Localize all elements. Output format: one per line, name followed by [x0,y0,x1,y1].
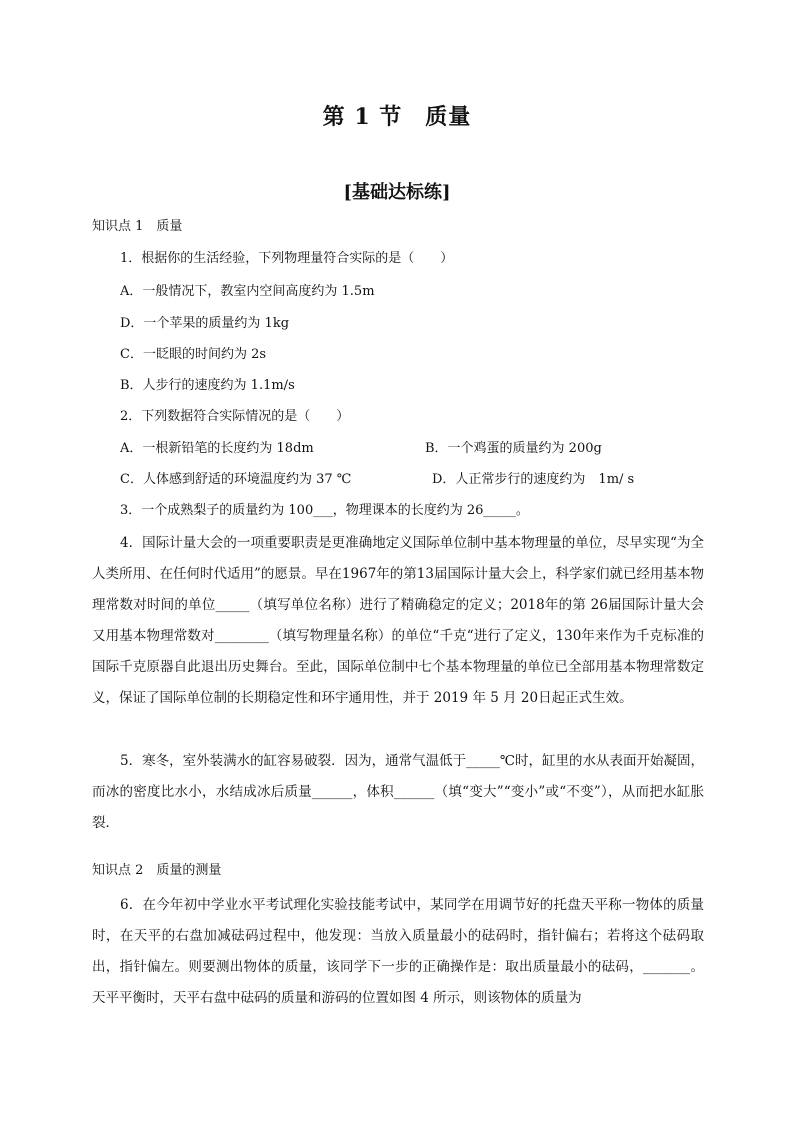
question-4: 4．国际计量大会的一项重要职责是更准确地定义国际单位制中基本物理量的单位，尽早实现“为全人类所用、在任何时代适用”的愿景。早在1967年的第13届国际计量大会上，科学家们就已经用基本物理常数对时间的单位_____（填写单位名称）进行了精确稳定的定义；2018年的第 26届国际计量大会又用基本物理常数对________（填写物理量名称）的单位“千克“进行了定义，130年来作为千克标准的国际千克原器自此退出历史舞台。至此，国际单位制中七个基本物理量的单位已全部用基本物理常数定义，保证了国际单位制的长期稳定性和环宇通用性，并于 2019 年 5 月 20日起正式生效。 [92,535,704,706]
section-heading: [基础达标练] [343,182,451,203]
question-2-option-c: C．人体感到舒适的环境温度约为 37 ℃ [120,472,352,487]
question-5: 5．寒冬，室外装满水的缸容易破裂．因为，通常气温低于_____℃时，缸里的水从表面开始凝固，而冰的密度比水小，水结成冰后质量______，体积______（填“变大”“变小”或“不变”），从而把水缸胀裂． [92,753,704,831]
knowledge-point-1-label: 知识点 1 质量 [92,219,183,234]
question-1-option: D．一个苹果的质量约为 1kg [120,316,290,331]
knowledge-point-2-label: 知识点 2 质量的测量 [92,863,222,878]
question-2-option-d: D．人正常步行的速度约为 1m/ s [432,472,635,487]
question-6: 6．在今年初中学业水平考试理化实验技能考试中，某同学在用调节好的托盘天平称一物体的质量时，在天平的右盘加减砝码过程中，他发现：当放入质量最小的砝码时，指针偏右；若将这个砝码取出，指针偏左。则要测出物体的质量，该同学下一步的正确操作是：取出质量最小的砝码，_______。天平平衡时，天平右盘中砝码的质量和游码的位置如图 4 所示，则该物体的质量为 [92,897,704,1006]
question-1-option: C．一眨眼的时间约为 2s [120,347,267,362]
question-1-stem: 1．根据你的生活经验，下列物理量符合实际的是（ ） [120,251,454,266]
question-3: 3．一个成熟梨子的质量约为 100___，物理课本的长度约为 26_____。 [120,503,529,518]
question-2-option-a: A．一根新铅笔的长度约为 18dm [120,441,314,456]
question-1-option: A．一般情况下，教室内空间高度约为 1.5m [120,284,375,299]
page-title: 第 1 节 质量 [322,104,472,130]
question-2-option-b: B．一个鸡蛋的质量约为 200g [425,441,602,456]
question-1-option: B．人步行的速度约为 1.1m/s [120,378,295,393]
question-2-stem: 2．下列数据符合实际情况的是（ ） [120,409,350,424]
